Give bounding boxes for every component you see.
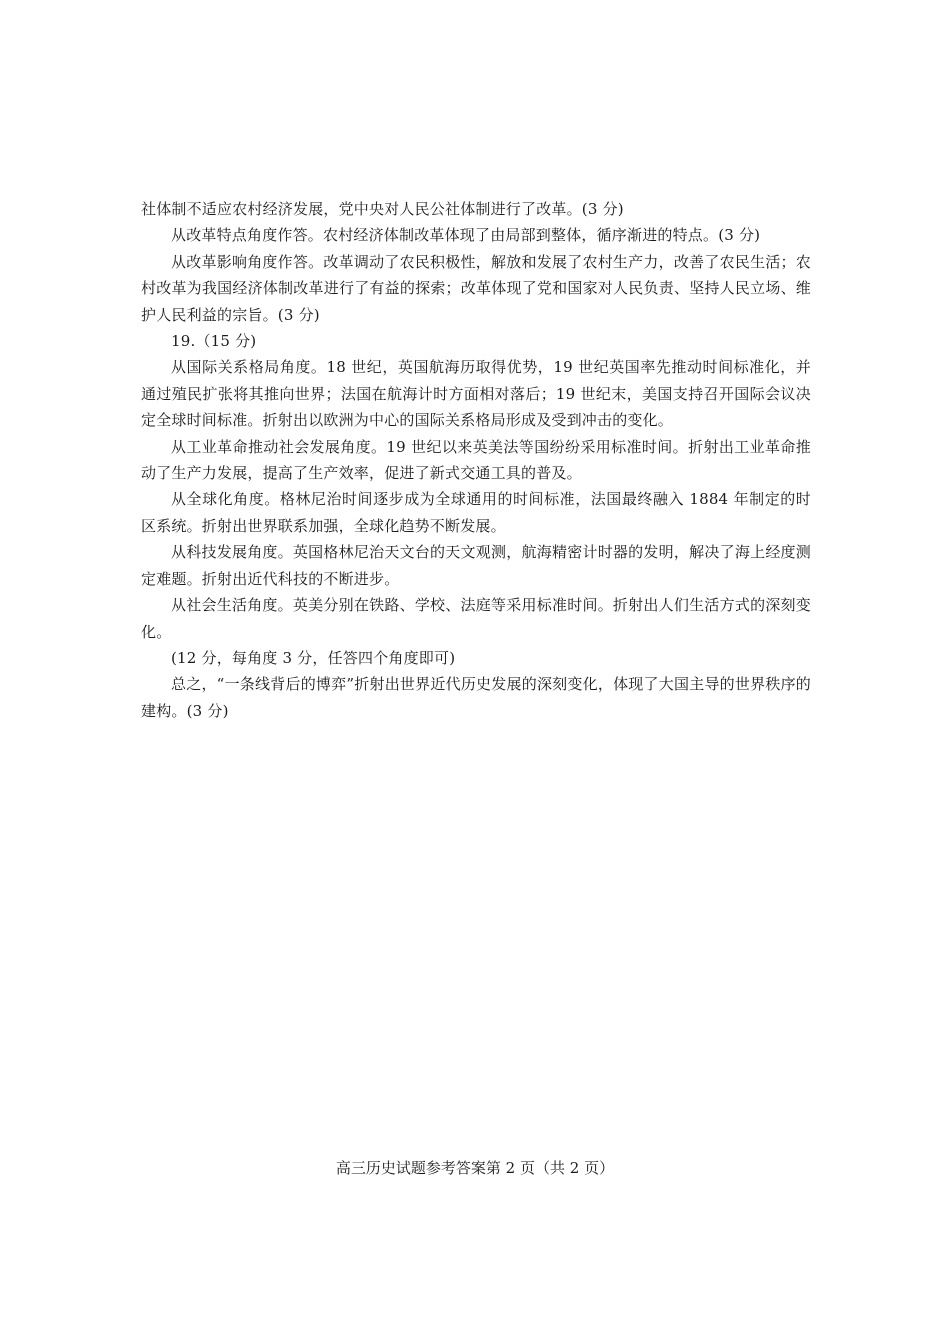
page-footer: 高三历史试题参考答案第 2 页（共 2 页） — [335, 1159, 615, 1177]
scoring-note: (12 分，每角度 3 分，任答四个角度即可) — [171, 648, 456, 667]
answer-text-body — [141, 196, 811, 724]
paragraph-international-relations: 从国际关系格局角度。18 世纪，英国航海历取得优势，19 世纪英国率先推动时间标准化，并通过殖民扩张将其推向世界；法国在航海计时方面相对落后；19 世纪末，美国支持召开国际会议决定全球时间标准。折射出以欧洲为中心的国际关系格局形成及受到冲击的变化。 — [141, 358, 811, 430]
paragraph-reform-cause: 社体制不适应农村经济发展，党中央对人民公社体制进行了改革。(3 分) — [141, 200, 624, 218]
paragraph-reform-features: 从改革特点角度作答。农村经济体制改革体现了由局部到整体，循序渐进的特点。(3 分) — [171, 226, 761, 245]
paragraph-reform-impact: 从改革影响角度作答。改革调动了农民积极性，解放和发展了农村生产力，改善了农民生活；农村改革为我国经济体制改革进行了有益的探索；改革体现了党和国家对人民负责、坚持人民立场、维护人民利益的宗旨。(3 分) — [141, 252, 811, 324]
paragraph-technology: 从科技发展角度。英国格林尼治天文台的天文观测，航海精密计时器的发明，解决了海上经度测定难题。折射出近代科技的不断进步。 — [141, 543, 811, 588]
paragraph-industrial-revolution: 从工业革命推动社会发展角度。19 世纪以来英美法等国纷纷采用标准时间。折射出工业革命推动了生产力发展，提高了生产效率，促进了新式交通工具的普及。 — [141, 437, 811, 483]
paragraph-social-life: 从社会生活角度。英美分别在铁路、学校、法庭等采用标准时间。折射出人们生活方式的深刻变化。 — [141, 596, 811, 641]
paragraph-conclusion: 总之，“一条线背后的博弈”折射出世界近代历史发展的深刻变化，体现了大国主导的世界秩序的建构。(3 分) — [141, 675, 811, 720]
paragraph-globalization: 从全球化角度。格林尼治时间逐步成为全球通用的时间标准，法国最终融入 1884 年制定的时区系统。折射出世界联系加强，全球化趋势不断发展。 — [141, 490, 811, 535]
question-19-heading: 19.（15 分) — [171, 332, 257, 351]
